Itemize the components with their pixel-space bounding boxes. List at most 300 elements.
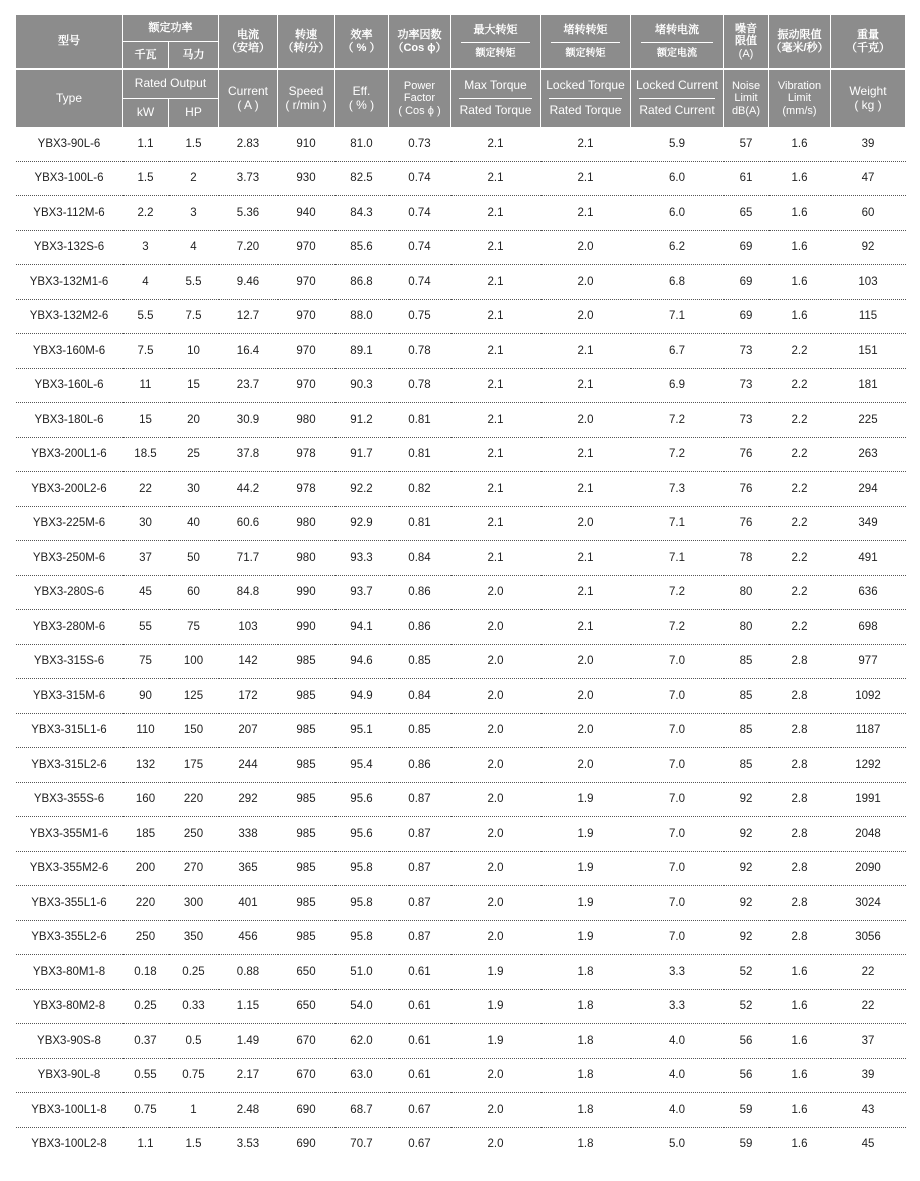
cell-locked-torque-ratio: 2.0 bbox=[541, 679, 631, 714]
cell-type: YBX3-100L-6 bbox=[16, 161, 123, 196]
cell-power-factor: 0.61 bbox=[389, 989, 451, 1024]
cell-power-factor: 0.67 bbox=[408, 1138, 431, 1151]
cell-power-factor: 0.87 bbox=[389, 851, 451, 886]
header-lockt-zh bbox=[541, 15, 631, 69]
header-current-en bbox=[219, 69, 278, 127]
cell-locked-current-ratio: 7.0 bbox=[631, 851, 724, 886]
header-type-zh: 型号 bbox=[16, 15, 123, 69]
cell-current: 60.6 bbox=[219, 506, 278, 541]
cell-current: 7.20 bbox=[219, 230, 278, 265]
cell-locked-current-ratio: 4.0 bbox=[631, 1093, 724, 1128]
header-pf-en bbox=[389, 69, 451, 127]
table-row bbox=[16, 610, 906, 645]
cell-speed: 985 bbox=[278, 817, 335, 852]
cell-max-torque-ratio: 2.0 bbox=[451, 610, 541, 645]
cell-hp: 125 bbox=[169, 679, 219, 714]
cell-kw: 30 bbox=[123, 506, 169, 541]
cell-noise-limit: 73 bbox=[724, 403, 769, 438]
header-eff-zh-2: （ % ） bbox=[342, 41, 381, 54]
cell-locked-torque-ratio: 2.0 bbox=[541, 265, 631, 300]
cell-vibration-limit: 1.6 bbox=[769, 955, 831, 990]
cell-efficiency: 63.0 bbox=[335, 1058, 389, 1093]
cell-kw: 0.18 bbox=[123, 955, 169, 990]
cell-max-torque-ratio: 2.0 bbox=[451, 679, 541, 714]
header-weight-zh bbox=[831, 15, 906, 69]
cell-max-torque-ratio: 2.1 bbox=[451, 196, 541, 231]
cell-current: 12.7 bbox=[219, 299, 278, 334]
header-pf-zh-1: 功率因数 bbox=[397, 28, 442, 41]
cell-weight: 294 bbox=[831, 472, 906, 507]
header-speed-zh-1: 转速 bbox=[295, 28, 317, 41]
cell-power-factor: 0.87 bbox=[389, 920, 451, 955]
cell-speed: 970 bbox=[278, 265, 335, 300]
cell-power-factor: 0.67 bbox=[389, 1093, 451, 1128]
cell-weight: 225 bbox=[831, 403, 906, 438]
cell-speed: 690 bbox=[296, 1138, 316, 1151]
cell-locked-torque-ratio: 1.9 bbox=[541, 817, 631, 852]
cell-kw: 220 bbox=[123, 886, 169, 921]
header-pf-en-3: ( Cos ϕ ) bbox=[398, 104, 441, 117]
table-row bbox=[16, 817, 906, 852]
cell-vibration-limit: 2.2 bbox=[769, 575, 831, 610]
cell-hp: 30 bbox=[169, 472, 219, 507]
header-lockc-zh-2: 额定电流 bbox=[641, 42, 713, 60]
cell-type: YBX3-100L2-8 bbox=[31, 1138, 107, 1151]
table-row bbox=[16, 644, 906, 679]
cell-locked-current-ratio: 3.3 bbox=[631, 955, 724, 990]
cell-locked-torque-ratio: 2.0 bbox=[541, 748, 631, 783]
cell-speed: 990 bbox=[278, 575, 335, 610]
cell-noise-limit: 56 bbox=[724, 1058, 769, 1093]
cell-noise-limit: 92 bbox=[724, 920, 769, 955]
cell-kw: 1.5 bbox=[123, 161, 169, 196]
motor-spec-table bbox=[15, 15, 906, 1161]
table-row bbox=[16, 506, 906, 541]
cell-efficiency: 84.3 bbox=[335, 196, 389, 231]
cell-locked-current-ratio: 6.0 bbox=[631, 161, 724, 196]
cell-vibration-limit: 2.8 bbox=[769, 782, 831, 817]
cell-weight: 491 bbox=[831, 541, 906, 576]
cell-max-torque-ratio: 2.0 bbox=[451, 920, 541, 955]
cell-power-factor: 0.84 bbox=[389, 679, 451, 714]
cell-kw: 55 bbox=[123, 610, 169, 645]
cell-speed: 980 bbox=[278, 541, 335, 576]
header-speed-zh bbox=[278, 15, 335, 69]
table-row bbox=[16, 334, 906, 369]
cell-max-torque-ratio: 2.1 bbox=[451, 403, 541, 438]
cell-vibration-limit: 2.2 bbox=[769, 610, 831, 645]
header-noise-en bbox=[724, 69, 769, 127]
cell-efficiency: 94.6 bbox=[335, 644, 389, 679]
cell-type: YBX3-200L1-6 bbox=[16, 437, 123, 472]
cell-kw: 110 bbox=[123, 713, 169, 748]
cell-weight: 636 bbox=[831, 575, 906, 610]
cell-speed: 940 bbox=[278, 196, 335, 231]
cell-locked-current-ratio: 7.2 bbox=[631, 403, 724, 438]
header-lockt-en bbox=[541, 69, 631, 127]
cell-power-factor: 0.61 bbox=[389, 1058, 451, 1093]
header-lockt-zh-1: 堵转转矩 bbox=[563, 23, 608, 36]
cell-efficiency: 93.3 bbox=[335, 541, 389, 576]
cell-current: 16.4 bbox=[219, 334, 278, 369]
cell-current: 1.15 bbox=[219, 989, 278, 1024]
cell-locked-torque-ratio: 2.0 bbox=[541, 644, 631, 679]
cell-max-torque-ratio: 2.1 bbox=[451, 437, 541, 472]
cell-power-factor: 0.61 bbox=[389, 1024, 451, 1059]
header-speed-zh-2: （转/分） bbox=[282, 41, 330, 54]
header-row-en-1 bbox=[16, 69, 906, 99]
cell-weight: 181 bbox=[831, 368, 906, 403]
cell-weight: 39 bbox=[831, 1058, 906, 1093]
cell-locked-torque-ratio: 2.1 bbox=[541, 472, 631, 507]
cell-current: 30.9 bbox=[219, 403, 278, 438]
header-speed-en-1: Speed bbox=[288, 83, 324, 98]
cell-efficiency: 92.2 bbox=[335, 472, 389, 507]
cell-hp: 75 bbox=[169, 610, 219, 645]
cell-max-torque-ratio: 2.1 bbox=[451, 368, 541, 403]
cell-type: YBX3-315L1-6 bbox=[16, 713, 123, 748]
cell-power-factor: 0.87 bbox=[389, 886, 451, 921]
cell-speed: 970 bbox=[278, 299, 335, 334]
cell-locked-torque-ratio: 2.0 bbox=[541, 299, 631, 334]
cell-weight: 2048 bbox=[831, 817, 906, 852]
cell-type: YBX3-132M1-6 bbox=[16, 265, 123, 300]
table-row bbox=[16, 679, 906, 714]
header-vib-en-2: Limit bbox=[787, 92, 812, 105]
cell-kw: 200 bbox=[123, 851, 169, 886]
cell-efficiency: 51.0 bbox=[335, 955, 389, 990]
cell-speed: 650 bbox=[278, 955, 335, 990]
header-hp-en: HP bbox=[169, 99, 219, 128]
table-row bbox=[16, 230, 906, 265]
cell-vibration-limit: 2.2 bbox=[769, 403, 831, 438]
table-header bbox=[16, 15, 906, 127]
cell-max-torque-ratio: 2.1 bbox=[451, 127, 541, 161]
cell-noise-limit: 85 bbox=[724, 644, 769, 679]
header-lockt-zh-2: 额定转矩 bbox=[551, 42, 620, 60]
cell-efficiency: 95.4 bbox=[335, 748, 389, 783]
header-pf-en-1: Power bbox=[403, 79, 436, 92]
cell-efficiency: 95.8 bbox=[335, 920, 389, 955]
cell-speed: 670 bbox=[278, 1024, 335, 1059]
cell-power-factor: 0.84 bbox=[389, 541, 451, 576]
cell-locked-torque-ratio: 1.8 bbox=[541, 1058, 631, 1093]
cell-current: 2.83 bbox=[219, 127, 278, 161]
header-rated-zh: 额定功率 bbox=[123, 15, 219, 42]
cell-max-torque-ratio: 2.1 bbox=[451, 299, 541, 334]
cell-locked-current-ratio: 7.2 bbox=[631, 610, 724, 645]
cell-noise-limit: 69 bbox=[724, 299, 769, 334]
cell-max-torque-ratio: 2.0 bbox=[451, 782, 541, 817]
cell-noise-limit: 76 bbox=[724, 437, 769, 472]
cell-max-torque-ratio: 1.9 bbox=[451, 955, 541, 990]
cell-locked-torque-ratio: 2.0 bbox=[541, 403, 631, 438]
cell-weight: 1187 bbox=[831, 713, 906, 748]
header-kw-en: kW bbox=[123, 99, 169, 128]
header-noise-en-3: dB(A) bbox=[731, 104, 761, 117]
cell-max-torque-ratio: 2.1 bbox=[451, 334, 541, 369]
cell-vibration-limit: 2.8 bbox=[769, 851, 831, 886]
cell-noise-limit: 59 bbox=[724, 1093, 769, 1128]
cell-hp: 1.5 bbox=[169, 127, 219, 161]
header-noise-en-1: Noise bbox=[731, 79, 761, 92]
cell-hp: 15 bbox=[169, 368, 219, 403]
cell-weight: 22 bbox=[831, 989, 906, 1024]
cell-hp: 10 bbox=[169, 334, 219, 369]
cell-current: 456 bbox=[219, 920, 278, 955]
cell-noise-limit: 61 bbox=[724, 161, 769, 196]
cell-noise-limit: 52 bbox=[724, 955, 769, 990]
table-row bbox=[16, 472, 906, 507]
cell-locked-current-ratio: 7.0 bbox=[631, 748, 724, 783]
cell-locked-torque-ratio: 1.8 bbox=[541, 955, 631, 990]
cell-kw: 15 bbox=[123, 403, 169, 438]
table-row bbox=[16, 955, 906, 990]
cell-hp: 220 bbox=[169, 782, 219, 817]
cell-current: 365 bbox=[219, 851, 278, 886]
cell-kw: 0.37 bbox=[123, 1024, 169, 1059]
cell-speed: 985 bbox=[278, 748, 335, 783]
cell-locked-current-ratio: 6.9 bbox=[631, 368, 724, 403]
cell-weight: 977 bbox=[831, 644, 906, 679]
cell-power-factor: 0.85 bbox=[389, 713, 451, 748]
cell-speed: 985 bbox=[278, 782, 335, 817]
header-current-en-2: ( A ) bbox=[237, 97, 259, 112]
cell-noise-limit: 80 bbox=[724, 610, 769, 645]
cell-efficiency: 95.6 bbox=[335, 817, 389, 852]
cell-current: 84.8 bbox=[219, 575, 278, 610]
cell-vibration-limit: 1.6 bbox=[769, 230, 831, 265]
cell-hp: 0.33 bbox=[169, 989, 219, 1024]
cell-kw: 22 bbox=[123, 472, 169, 507]
header-maxt-zh-1: 最大转矩 bbox=[473, 23, 518, 36]
cell-power-factor: 0.87 bbox=[389, 817, 451, 852]
header-lockc-en-1: Locked Current bbox=[635, 78, 719, 93]
header-current-zh-1: 电流 bbox=[237, 28, 259, 41]
cell-locked-current-ratio: 7.1 bbox=[631, 541, 724, 576]
cell-power-factor: 0.74 bbox=[389, 265, 451, 300]
cell-weight: 47 bbox=[831, 161, 906, 196]
cell-current: 0.88 bbox=[219, 955, 278, 990]
cell-max-torque-ratio: 2.1 bbox=[451, 506, 541, 541]
cell-locked-torque-ratio: 2.1 bbox=[541, 127, 631, 161]
cell-weight: 2090 bbox=[831, 851, 906, 886]
cell-power-factor: 0.86 bbox=[389, 575, 451, 610]
cell-hp: 350 bbox=[169, 920, 219, 955]
cell-weight: 349 bbox=[831, 506, 906, 541]
cell-max-torque-ratio: 2.0 bbox=[451, 1093, 541, 1128]
table-row bbox=[16, 1127, 906, 1161]
cell-efficiency: 54.0 bbox=[335, 989, 389, 1024]
cell-kw: 4 bbox=[123, 265, 169, 300]
table-row bbox=[16, 1058, 906, 1093]
cell-locked-current-ratio: 6.2 bbox=[631, 230, 724, 265]
cell-type: YBX3-250M-6 bbox=[16, 541, 123, 576]
cell-efficiency: 82.5 bbox=[335, 161, 389, 196]
cell-locked-torque-ratio: 2.1 bbox=[541, 161, 631, 196]
header-noise-zh-1: 噪音 bbox=[735, 22, 757, 35]
cell-type: YBX3-280M-6 bbox=[16, 610, 123, 645]
cell-noise-limit: 57 bbox=[724, 127, 769, 161]
cell-power-factor: 0.81 bbox=[389, 437, 451, 472]
cell-weight: 103 bbox=[831, 265, 906, 300]
cell-efficiency: 70.7 bbox=[350, 1138, 373, 1151]
cell-weight: 39 bbox=[831, 127, 906, 161]
table-row bbox=[16, 713, 906, 748]
cell-locked-torque-ratio: 1.9 bbox=[541, 920, 631, 955]
header-eff-en bbox=[335, 69, 389, 127]
cell-power-factor: 0.87 bbox=[389, 782, 451, 817]
cell-vibration-limit: 1.6 bbox=[769, 299, 831, 334]
cell-max-torque-ratio: 2.0 bbox=[451, 644, 541, 679]
cell-noise-limit: 85 bbox=[724, 713, 769, 748]
table-row bbox=[16, 403, 906, 438]
cell-locked-torque-ratio: 2.1 bbox=[541, 610, 631, 645]
cell-power-factor: 0.86 bbox=[389, 610, 451, 645]
cell-locked-current-ratio: 7.0 bbox=[631, 817, 724, 852]
cell-max-torque-ratio: 2.0 bbox=[487, 1138, 504, 1151]
cell-power-factor: 0.82 bbox=[389, 472, 451, 507]
table-row bbox=[16, 541, 906, 576]
cell-kw: 11 bbox=[123, 368, 169, 403]
cell-noise-limit: 92 bbox=[724, 782, 769, 817]
cell-noise-limit: 76 bbox=[724, 506, 769, 541]
cell-noise-limit: 59 bbox=[739, 1138, 753, 1151]
cell-speed: 650 bbox=[278, 989, 335, 1024]
cell-type: YBX3-80M2-8 bbox=[16, 989, 123, 1024]
cell-hp: 7.5 bbox=[169, 299, 219, 334]
cell-max-torque-ratio: 2.0 bbox=[451, 886, 541, 921]
cell-max-torque-ratio: 2.0 bbox=[451, 748, 541, 783]
table-row bbox=[16, 851, 906, 886]
cell-vibration-limit: 1.6 bbox=[769, 265, 831, 300]
cell-noise-limit: 65 bbox=[724, 196, 769, 231]
header-row-zh-1 bbox=[16, 15, 906, 42]
cell-speed: 910 bbox=[278, 127, 335, 161]
cell-vibration-limit: 2.8 bbox=[769, 748, 831, 783]
cell-vibration-limit: 2.8 bbox=[769, 679, 831, 714]
cell-speed: 985 bbox=[278, 679, 335, 714]
cell-locked-current-ratio: 7.3 bbox=[631, 472, 724, 507]
header-current-zh-2: （安培） bbox=[226, 41, 270, 54]
cell-noise-limit: 85 bbox=[724, 679, 769, 714]
cell-power-factor: 0.75 bbox=[389, 299, 451, 334]
cell-current: 142 bbox=[219, 644, 278, 679]
header-vib-zh-2: （毫米/秒） bbox=[770, 41, 829, 54]
cell-vibration-limit: 2.2 bbox=[769, 541, 831, 576]
cell-speed: 930 bbox=[278, 161, 335, 196]
cell-speed: 978 bbox=[278, 437, 335, 472]
table-row bbox=[16, 886, 906, 921]
cell-type: YBX3-355M2-6 bbox=[16, 851, 123, 886]
cell-speed: 690 bbox=[278, 1093, 335, 1128]
cell-locked-current-ratio: 7.0 bbox=[631, 679, 724, 714]
table-row bbox=[16, 1024, 906, 1059]
cell-efficiency: 85.6 bbox=[335, 230, 389, 265]
header-current-en-1: Current bbox=[227, 83, 268, 98]
cell-current: 1.49 bbox=[219, 1024, 278, 1059]
cell-max-torque-ratio: 2.0 bbox=[451, 1058, 541, 1093]
cell-weight: 43 bbox=[831, 1093, 906, 1128]
cell-noise-limit: 92 bbox=[724, 817, 769, 852]
table-row bbox=[16, 196, 906, 231]
cell-vibration-limit: 2.8 bbox=[769, 713, 831, 748]
cell-current: 338 bbox=[219, 817, 278, 852]
header-vib-zh-1: 振动限值 bbox=[777, 28, 822, 41]
cell-power-factor: 0.74 bbox=[389, 230, 451, 265]
cell-weight: 3024 bbox=[831, 886, 906, 921]
cell-locked-torque-ratio: 2.1 bbox=[541, 196, 631, 231]
header-eff-en-2: ( % ) bbox=[348, 97, 375, 112]
cell-vibration-limit: 2.2 bbox=[769, 334, 831, 369]
cell-noise-limit: 85 bbox=[724, 748, 769, 783]
cell-efficiency: 62.0 bbox=[335, 1024, 389, 1059]
header-maxt-zh bbox=[451, 15, 541, 69]
cell-hp: 270 bbox=[169, 851, 219, 886]
header-kw-zh: 千瓦 bbox=[123, 42, 169, 70]
cell-locked-torque-ratio: 1.9 bbox=[541, 886, 631, 921]
cell-current: 401 bbox=[219, 886, 278, 921]
cell-type: YBX3-160L-6 bbox=[16, 368, 123, 403]
cell-speed: 985 bbox=[278, 713, 335, 748]
cell-locked-torque-ratio: 2.0 bbox=[541, 230, 631, 265]
table-row bbox=[16, 989, 906, 1024]
cell-current: 5.36 bbox=[219, 196, 278, 231]
cell-max-torque-ratio: 2.0 bbox=[451, 817, 541, 852]
cell-kw: 75 bbox=[123, 644, 169, 679]
cell-locked-current-ratio: 7.2 bbox=[631, 575, 724, 610]
header-vib-en-1: Vibration bbox=[777, 79, 822, 92]
cell-type: YBX3-90L-8 bbox=[16, 1058, 123, 1093]
cell-vibration-limit: 1.6 bbox=[791, 1138, 808, 1151]
cell-hp: 0.5 bbox=[169, 1024, 219, 1059]
cell-locked-torque-ratio: 2.0 bbox=[541, 506, 631, 541]
header-maxt-en bbox=[451, 69, 541, 127]
table-row bbox=[16, 265, 906, 300]
cell-noise-limit: 69 bbox=[724, 230, 769, 265]
cell-efficiency: 93.7 bbox=[335, 575, 389, 610]
cell-current: 244 bbox=[219, 748, 278, 783]
cell-vibration-limit: 1.6 bbox=[769, 127, 831, 161]
cell-locked-current-ratio: 3.3 bbox=[631, 989, 724, 1024]
cell-type: YBX3-132M2-6 bbox=[16, 299, 123, 334]
cell-speed: 978 bbox=[278, 472, 335, 507]
cell-current: 172 bbox=[219, 679, 278, 714]
cell-locked-torque-ratio: 2.1 bbox=[541, 334, 631, 369]
cell-hp: 0.75 bbox=[169, 1058, 219, 1093]
cell-locked-torque-ratio: 2.1 bbox=[541, 368, 631, 403]
cell-type: YBX3-355L2-6 bbox=[16, 920, 123, 955]
cell-max-torque-ratio: 1.9 bbox=[451, 989, 541, 1024]
cell-max-torque-ratio: 2.1 bbox=[451, 265, 541, 300]
cell-noise-limit: 76 bbox=[724, 472, 769, 507]
header-noise-zh-2: 限值 bbox=[735, 35, 757, 48]
cell-power-factor: 0.78 bbox=[389, 334, 451, 369]
cell-kw: 37 bbox=[123, 541, 169, 576]
cell-type: YBX3-315M-6 bbox=[16, 679, 123, 714]
cell-current: 9.46 bbox=[219, 265, 278, 300]
cell-current: 44.2 bbox=[219, 472, 278, 507]
cell-power-factor: 0.73 bbox=[389, 127, 451, 161]
cell-hp: 40 bbox=[169, 506, 219, 541]
cell-noise-limit: 80 bbox=[724, 575, 769, 610]
cell-weight: 22 bbox=[831, 955, 906, 990]
cell-speed: 985 bbox=[278, 851, 335, 886]
cell-type: YBX3-180L-6 bbox=[16, 403, 123, 438]
cell-kw: 2.2 bbox=[123, 196, 169, 231]
cell-type: YBX3-355M1-6 bbox=[16, 817, 123, 852]
cell-max-torque-ratio: 1.9 bbox=[451, 1024, 541, 1059]
